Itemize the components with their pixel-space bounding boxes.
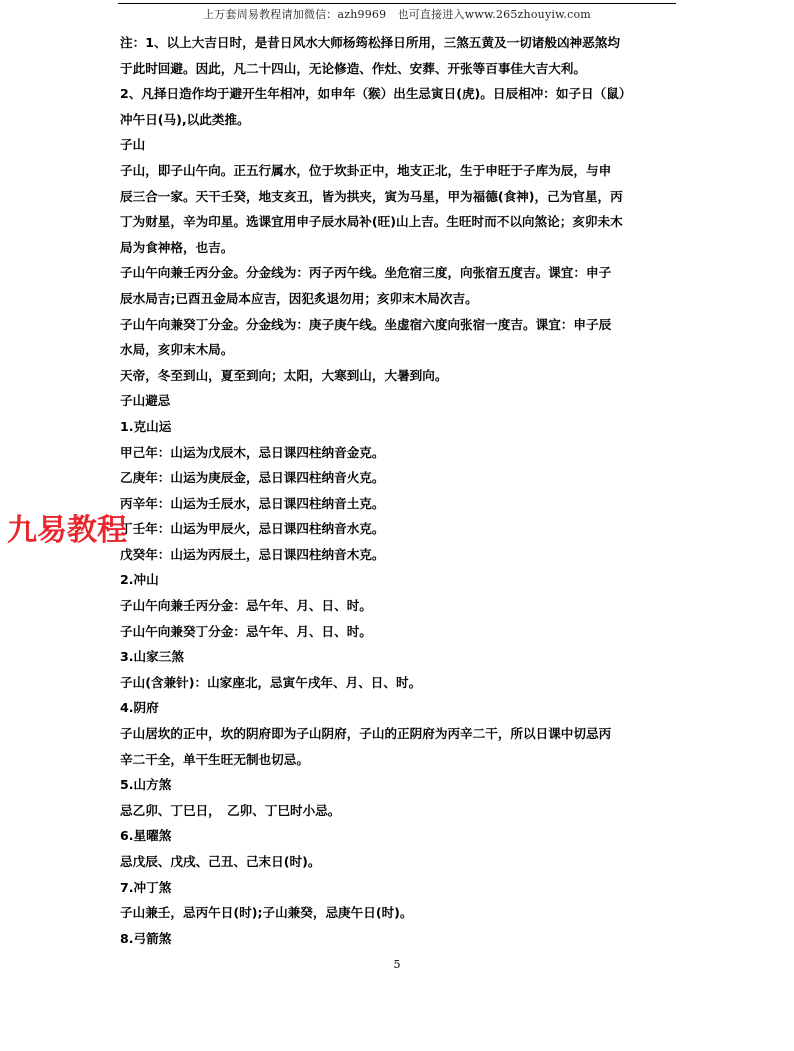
subsection-heading: 4.阴府 (120, 700, 159, 716)
text-line: 子山午向兼癸丁分金。分金线为：庚子庚午线。坐虚宿六度向张宿一度吉。课宜：申子辰 (120, 316, 612, 332)
text-line: 丁壬年：山运为甲辰火，忌日课四柱纳音水克。 (120, 521, 385, 537)
section-heading: 子山 (120, 137, 146, 153)
text-line: 辰三合一家。天干壬癸，地支亥丑，皆为拱夹，寅为马星，甲为福德(食神)，己为官星，丙 (120, 188, 623, 204)
subsection-heading: 1.克山运 (120, 418, 172, 434)
watermark-logo: 九易教程 (7, 513, 127, 548)
text-line: 2、凡择日造作均于避开生年相冲，如申年（猴）出生忌寅日(虎)。日辰相冲：如子日（鼠） (120, 86, 632, 102)
subsection-heading: 3.山家三煞 (120, 649, 184, 665)
text-line: 忌戊辰、戊戌、己丑、己末日(时)。 (120, 854, 321, 869)
subsection-heading: 8.弓箭煞 (120, 930, 172, 946)
page-header: 上万套周易教程请加微信：azh9969 也可直接进入www.265zhouyiw.com (203, 8, 591, 21)
text-line: 注：1、以上大吉日时，是昔日风水大师杨筠松择日所用，三煞五黄及一切诸般凶神恶煞均 (120, 35, 620, 50)
text-line: 子山(含兼针)：山家座北，忌寅午戌年、月、日、时。 (120, 674, 422, 690)
text-line: 子山居坎的正中，坎的阴府即为子山阴府，子山的正阴府为丙辛二干，所以日课中切忌丙 (120, 726, 612, 742)
text-line: 戊癸年：山运为丙辰土，忌日课四柱纳音木克。 (120, 546, 385, 562)
text-line: 忌乙卯、丁巳日， 乙卯、丁巳时小忌。 (120, 802, 341, 818)
text-line: 子山兼壬，忌丙午日(时);子山兼癸，忌庚午日(时)。 (120, 905, 413, 921)
page-number: 5 (393, 958, 401, 971)
subsection-heading: 6.星曜煞 (120, 828, 172, 844)
subsection-heading: 7.冲丁煞 (120, 879, 172, 895)
text-line: 辰水局吉;已酉丑金局本应吉，因犯炙退勿用；亥卯末木局次吉。 (120, 290, 478, 306)
text-line: 丁为财星，辛为印星。选课宜用申子辰水局补(旺)山上吉。生旺时而不以向煞论；亥卯未木 (120, 214, 623, 230)
text-line: 辛二干全，单干生旺无制也切忌。 (120, 751, 309, 767)
text-line: 乙庚年：山运为庚辰金，忌日课四柱纳音火克。 (120, 470, 385, 486)
section-heading: 子山避忌 (120, 393, 171, 409)
text-line: 水局，亥卯末木局。 (120, 342, 234, 358)
document-body (120, 30, 678, 951)
text-line: 局为食神格，也吉。 (120, 239, 234, 255)
text-line: 冲午日(马),以此类推。 (120, 111, 250, 127)
subsection-heading: 2.冲山 (120, 572, 159, 588)
subsection-heading: 5.山方煞 (120, 777, 172, 793)
header-rule (118, 3, 676, 4)
text-line: 子山，即子山午向。正五行属水，位于坎卦正中，地支正北，生于申旺于子库为辰，与申 (120, 162, 612, 178)
text-line: 天帝，冬至到山，夏至到向；太阳，大寒到山，大暑到向。 (120, 367, 448, 383)
text-line: 甲己年：山运为戊辰木，忌日课四柱纳音金克。 (120, 444, 385, 460)
text-line: 丙辛年：山运为壬辰水，忌日课四柱纳音土克。 (120, 495, 385, 511)
text-line: 子山午向兼癸丁分金：忌午年、月、日、时。 (120, 623, 372, 639)
text-line: 子山午向兼壬丙分金。分金线为：丙子丙午线。坐危宿三度，向张宿五度吉。课宜：申子 (120, 265, 612, 281)
text-line: 于此时回避。因此，凡二十四山，无论修造、作灶、安葬、开张等百事佳大吉大利。 (120, 60, 586, 76)
text-line: 子山午向兼壬丙分金：忌午年、月、日、时。 (120, 598, 372, 614)
